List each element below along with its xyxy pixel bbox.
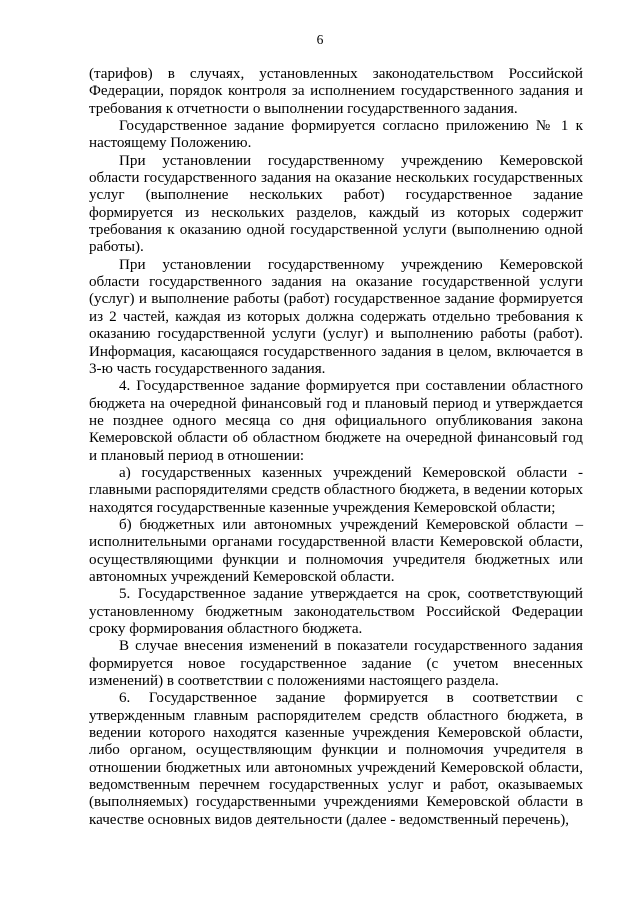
paragraph-subitem-a: а) государственных казенных учреждений Кемеровской области - главными распорядителями средств областного бюджета, в ведении которых находятся государственные казенные учреждения Кемеровской области; [89, 464, 583, 516]
paragraph-services-and-works: При установлении государственному учреждению Кемеровской области государственного задания на оказание государственной услуги (услуг) и выполнение работы (работ) государственное задание формируется из 2 частей, каждая из которых должна содержать отдельно требования к оказанию государственной услуги (услуг) и выполнению работы (работ). Информация, касающаяся государственного задания в целом, включается в 3-ю часть государственного задания. [89, 256, 583, 377]
paragraph-subitem-b: б) бюджетных или автономных учреждений Кемеровской области – исполнительными органами государственной власти Кемеровской области, осуществляющими функции и полномочия учредителя бюджетных или автономных учреждений Кемеровской области. [89, 516, 583, 585]
paragraph-appendix-reference: Государственное задание формируется согласно приложению № 1 к настоящему Положению. [89, 118, 583, 152]
document-body [89, 66, 583, 829]
paragraph-item-5: 5. Государственное задание утверждается на срок, соответствующий установленному бюджетным законодательством Российской Федерации сроку формирования областного бюджета. [89, 586, 583, 637]
paragraph-item-6: 6. Государственное задание формируется в соответствии с утвержденным главным распорядителем средств областного бюджета, в ведении которого находятся казенные учреждения Кемеровской области, либо органом, осуществляющим функции и полномочия учредителя в отношении бюджетных или автономных учреждений Кемеровской области, ведомственным перечнем государственных услуг и работ, оказываемых (выполняемых) государственными учреждениями Кемеровской области в качестве основных видов деятельности (далее - ведомственный перечень), [89, 690, 583, 828]
paragraph-item-4: 4. Государственное задание формируется при составлении областного бюджета на очередной финансовый год и плановый период и утверждается не позднее одного месяца со дня официального опубликования закона Кемеровской области об областном бюджете на очередной финансовый год и плановый период в отношении: [89, 378, 583, 464]
paragraph-changes: В случае внесения изменений в показатели государственного задания формируется новое государственное задание (с учетом внесенных изменений) в соответствии с положениями настоящего раздела. [89, 638, 583, 690]
paragraph-multiple-services: При установлении государственному учреждению Кемеровской области государственного задания на оказание нескольких государственных услуг (выполнение нескольких работ) государственное задание формируется из нескольких разделов, каждый из которых содержит требования к оказанию одной государственной услуги (выполнению одной работы). [89, 152, 583, 256]
paragraph-tariffs-continuation: (тарифов) в случаях, установленных законодательством Российской Федерации, порядок контроля за исполнением государственного задания и требования к отчетности о выполнении государственного задания. [89, 66, 583, 117]
page-number: 6 [316, 32, 324, 47]
